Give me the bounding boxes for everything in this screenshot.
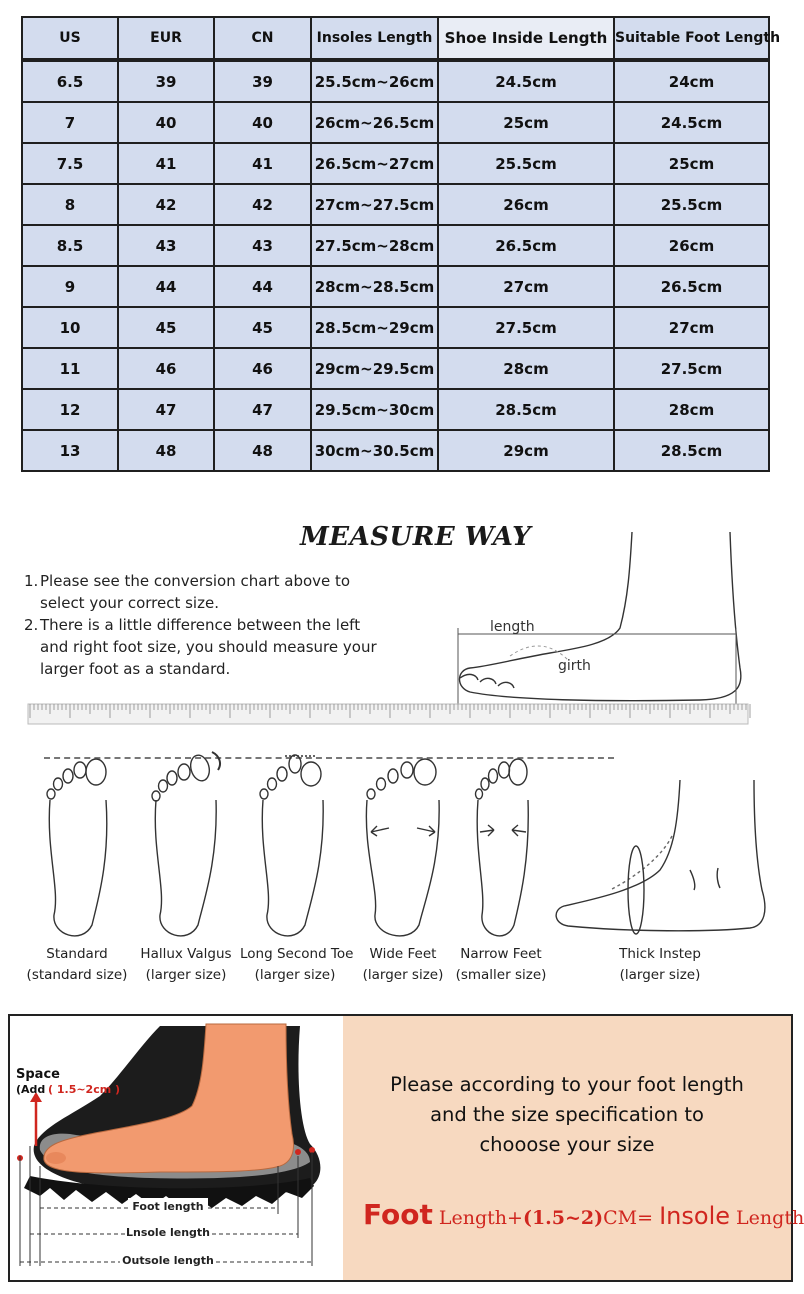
formula-length-plus: Length+ xyxy=(432,1207,523,1229)
cell-cn: 42 xyxy=(214,184,311,225)
cell-eur: 47 xyxy=(118,389,214,430)
cell-suitable-foot-length: 24cm xyxy=(614,60,769,102)
table-row xyxy=(22,266,769,307)
space-label: Space xyxy=(16,1067,60,1082)
add-value-label: ( 1.5~2cm ) xyxy=(48,1083,121,1096)
wide-foot-icon xyxy=(363,740,443,940)
instruction-text: There is a little difference between the left and right foot size, you should measure your larger foot as a standard. xyxy=(40,616,377,678)
cell-insoles-length: 26cm~26.5cm xyxy=(311,102,438,143)
cell-us: 10 xyxy=(22,307,118,348)
formula-foot: Foot xyxy=(363,1198,433,1231)
cell-shoe-inside-length: 27.5cm xyxy=(438,307,614,348)
formula-length-end: Length xyxy=(730,1207,804,1229)
cell-cn: 41 xyxy=(214,143,311,184)
foot-type-name: Standard xyxy=(46,946,108,962)
cell-shoe-inside-length: 29cm xyxy=(438,430,614,471)
header-us: US xyxy=(22,17,118,60)
cell-shoe-inside-length: 26cm xyxy=(438,184,614,225)
cell-suitable-foot-length: 28cm xyxy=(614,389,769,430)
cell-cn: 44 xyxy=(214,266,311,307)
cell-cn: 43 xyxy=(214,225,311,266)
cell-insoles-length: 29.5cm~30cm xyxy=(311,389,438,430)
foot-type-long-second-toe xyxy=(240,740,354,986)
cell-shoe-inside-length: 25cm xyxy=(438,102,614,143)
cell-us: 9 xyxy=(22,266,118,307)
table-row xyxy=(22,143,769,184)
advice-line: and the size specification to xyxy=(430,1103,704,1126)
foot-side-measure-illustration xyxy=(450,528,750,708)
foot-type-note: (smaller size) xyxy=(455,967,547,983)
cell-insoles-length: 28.5cm~29cm xyxy=(311,307,438,348)
hallux-valgus-foot-icon xyxy=(146,740,226,940)
cell-insoles-length: 28cm~28.5cm xyxy=(311,266,438,307)
formula-cm-equals: CM= xyxy=(603,1207,660,1229)
outsole-length-label: Outsole length xyxy=(122,1254,214,1267)
cell-eur: 41 xyxy=(118,143,214,184)
formula-panel xyxy=(343,1016,804,1280)
shoe-cross-section-diagram xyxy=(10,1016,343,1280)
cell-us: 8.5 xyxy=(22,225,118,266)
cell-eur: 48 xyxy=(118,430,214,471)
measure-instructions xyxy=(24,570,384,680)
header-cn: CN xyxy=(214,17,311,60)
cell-insoles-length: 25.5cm~26cm xyxy=(311,60,438,102)
girth-label: girth xyxy=(558,658,591,674)
header-insoles-length: Insoles Length xyxy=(311,17,438,60)
cell-suitable-foot-length: 27cm xyxy=(614,307,769,348)
table-row xyxy=(22,225,769,266)
table-row xyxy=(22,389,769,430)
foot-type-wide-feet xyxy=(348,740,458,986)
cell-shoe-inside-length: 26.5cm xyxy=(438,225,614,266)
cell-shoe-inside-length: 28.5cm xyxy=(438,389,614,430)
cell-us: 13 xyxy=(22,430,118,471)
foot-type-name: Narrow Feet xyxy=(460,946,542,962)
foot-type-name: Long Second Toe xyxy=(240,946,354,962)
foot-type-note: (larger size) xyxy=(145,967,227,983)
ruler-graphic xyxy=(28,704,748,724)
cell-cn: 45 xyxy=(214,307,311,348)
formula-range: (1.5~2) xyxy=(522,1207,604,1229)
cell-insoles-length: 27.5cm~28cm xyxy=(311,225,438,266)
cell-us: 11 xyxy=(22,348,118,389)
cell-cn: 48 xyxy=(214,430,311,471)
cell-insoles-length: 26.5cm~27cm xyxy=(311,143,438,184)
cell-shoe-inside-length: 28cm xyxy=(438,348,614,389)
cell-us: 7.5 xyxy=(22,143,118,184)
shoe-diagram-panel xyxy=(10,1016,343,1280)
cell-cn: 46 xyxy=(214,348,311,389)
table-header-row xyxy=(22,17,769,60)
instruction-number: 2. xyxy=(24,616,39,634)
foot-type-hallux-valgus xyxy=(131,740,241,986)
cell-insoles-length: 27cm~27.5cm xyxy=(311,184,438,225)
cell-insoles-length: 30cm~30.5cm xyxy=(311,430,438,471)
cell-suitable-foot-length: 25.5cm xyxy=(614,184,769,225)
foot-type-thick-instep xyxy=(540,740,780,986)
cell-eur: 42 xyxy=(118,184,214,225)
advice-line: chooose your size xyxy=(479,1133,655,1156)
standard-foot-icon xyxy=(42,740,112,940)
cell-shoe-inside-length: 27cm xyxy=(438,266,614,307)
cell-us: 8 xyxy=(22,184,118,225)
foot-type-note: (larger size) xyxy=(362,967,444,983)
foot-type-name: Hallux Valgus xyxy=(140,946,232,962)
table-row xyxy=(22,60,769,102)
table-row xyxy=(22,307,769,348)
cell-eur: 40 xyxy=(118,102,214,143)
cell-eur: 39 xyxy=(118,60,214,102)
cell-suitable-foot-length: 25cm xyxy=(614,143,769,184)
header-shoe-inside-length: Shoe Inside Length xyxy=(438,17,614,60)
add-prefix-label: (Add xyxy=(16,1083,46,1096)
narrow-foot-icon xyxy=(466,740,536,940)
header-suitable-foot-length: Suitable Foot Length xyxy=(614,17,769,60)
formula-insole: Insole xyxy=(659,1202,731,1230)
cell-cn: 40 xyxy=(214,102,311,143)
cell-insoles-length: 29cm~29.5cm xyxy=(311,348,438,389)
table-row xyxy=(22,102,769,143)
cell-suitable-foot-length: 27.5cm xyxy=(614,348,769,389)
cell-suitable-foot-length: 24.5cm xyxy=(614,102,769,143)
size-chart-table xyxy=(21,16,781,472)
foot-length-label: Foot length xyxy=(132,1200,204,1213)
foot-types-row xyxy=(0,740,790,1010)
size-advice-text xyxy=(343,1070,791,1160)
cell-eur: 44 xyxy=(118,266,214,307)
instruction-item xyxy=(24,570,384,614)
cell-suitable-foot-length: 26.5cm xyxy=(614,266,769,307)
measure-way-title: MEASURE WAY xyxy=(300,522,532,552)
cell-shoe-inside-length: 24.5cm xyxy=(438,60,614,102)
header-eur: EUR xyxy=(118,17,214,60)
cell-cn: 39 xyxy=(214,60,311,102)
cell-suitable-foot-length: 26cm xyxy=(614,225,769,266)
table-row xyxy=(22,184,769,225)
instruction-number: 1. xyxy=(24,572,39,590)
advice-line: Please according to your foot length xyxy=(390,1073,744,1096)
length-label: length xyxy=(490,619,535,635)
foot-type-note: (standard size) xyxy=(26,967,128,983)
cell-cn: 47 xyxy=(214,389,311,430)
cell-shoe-inside-length: 25.5cm xyxy=(438,143,614,184)
cell-us: 7 xyxy=(22,102,118,143)
foot-type-name: Thick Instep xyxy=(619,946,701,962)
table-body xyxy=(22,60,769,471)
foot-type-note: (larger size) xyxy=(254,967,336,983)
thick-instep-foot-icon xyxy=(550,740,770,940)
size-formula-banner xyxy=(8,1014,804,1282)
insole-length-label: Lnsole length xyxy=(125,1226,211,1239)
instruction-item xyxy=(24,614,384,680)
cell-suitable-foot-length: 28.5cm xyxy=(614,430,769,471)
cell-eur: 45 xyxy=(118,307,214,348)
cell-eur: 43 xyxy=(118,225,214,266)
cell-eur: 46 xyxy=(118,348,214,389)
foot-type-standard xyxy=(22,740,132,986)
foot-type-name: Wide Feet xyxy=(369,946,437,962)
table-row xyxy=(22,430,769,471)
foot-type-note: (larger size) xyxy=(619,967,701,983)
cell-us: 12 xyxy=(22,389,118,430)
long-second-toe-foot-icon xyxy=(255,740,335,940)
instruction-text: Please see the conversion chart above to select your correct size. xyxy=(40,572,351,612)
cell-us: 6.5 xyxy=(22,60,118,102)
size-formula xyxy=(363,1198,804,1231)
table-row xyxy=(22,348,769,389)
